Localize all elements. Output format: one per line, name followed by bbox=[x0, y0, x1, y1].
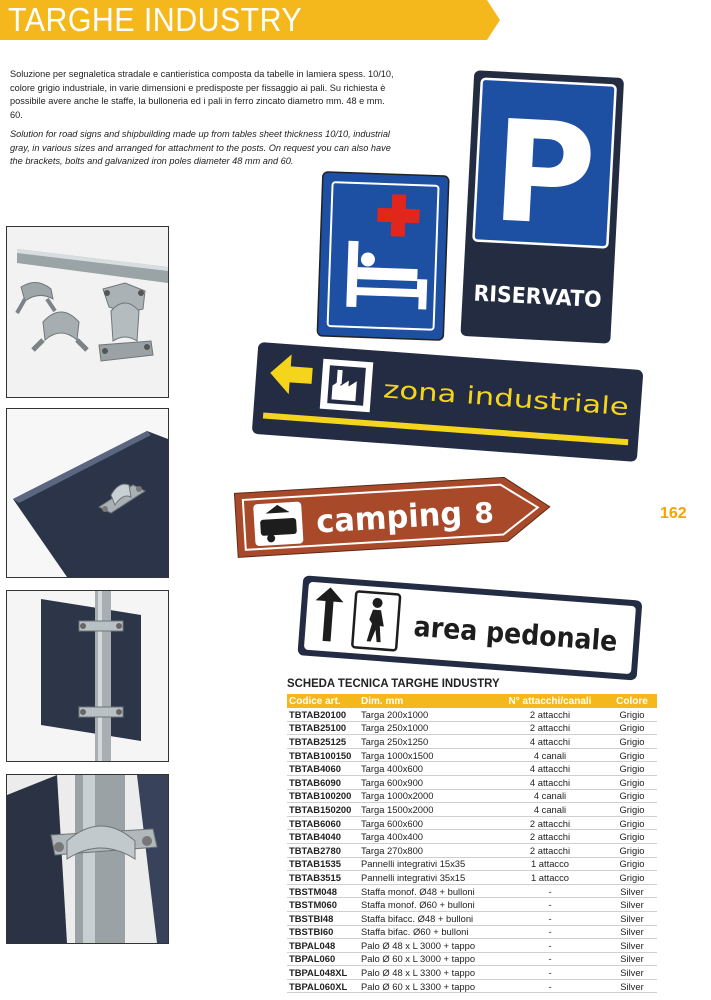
table-row bbox=[287, 952, 657, 966]
row-code: TBPAL048 bbox=[287, 939, 359, 953]
row-color: Grigio bbox=[607, 735, 657, 749]
row-attachments: - bbox=[493, 952, 607, 966]
row-color: Silver bbox=[607, 898, 657, 912]
row-dimension: Targa 250x1250 bbox=[359, 735, 493, 749]
row-color: Silver bbox=[607, 911, 657, 925]
row-dimension: Staffa bifac. Ø60 + bulloni bbox=[359, 925, 493, 939]
intro-italian: Soluzione per segnaletica stradale e cantieristica composta da tabelle in lamiera spess. 10/10, colore grigio industriale, in varie dimensioni e predisposte per fissaggio ai pali. Su richiesta è possibile avere anche le staffe, la bulloneria ed i pali in ferro zincato diametro mm. 48 e mm. 60. bbox=[10, 69, 394, 120]
photo-sign-back-bracket bbox=[6, 408, 169, 578]
row-attachments: 4 attacchi bbox=[493, 775, 607, 789]
row-dimension: Staffa monof. Ø48 + bulloni bbox=[359, 884, 493, 898]
parking-sign bbox=[463, 72, 623, 352]
table-row bbox=[287, 721, 657, 735]
camping-sign bbox=[232, 462, 556, 568]
row-attachments: - bbox=[493, 911, 607, 925]
page-number: 162 bbox=[660, 505, 687, 522]
row-code: TBSTM048 bbox=[287, 884, 359, 898]
table-row bbox=[287, 939, 657, 953]
row-dimension: Targa 1000x1500 bbox=[359, 748, 493, 762]
row-dimension: Staffa monof. Ø60 + bulloni bbox=[359, 898, 493, 912]
table-row bbox=[287, 871, 657, 885]
row-attachments: - bbox=[493, 884, 607, 898]
camping-text: camping bbox=[315, 493, 471, 541]
row-dimension: Targa 400x400 bbox=[359, 830, 493, 844]
row-color: Silver bbox=[607, 966, 657, 980]
spec-table bbox=[287, 694, 657, 993]
row-color: Silver bbox=[607, 979, 657, 993]
camping-distance: 8 bbox=[473, 496, 495, 531]
row-code: TBTAB3515 bbox=[287, 871, 359, 885]
row-dimension: Targa 600x900 bbox=[359, 775, 493, 789]
header-color: Colore bbox=[607, 694, 657, 708]
parking-text: RISERVATO bbox=[472, 281, 612, 314]
row-dimension: Pannelli integrativi 35x15 bbox=[359, 871, 493, 885]
row-attachments: 2 attacchi bbox=[493, 816, 607, 830]
row-dimension: Staffa bifacc. Ø48 + bulloni bbox=[359, 911, 493, 925]
row-color: Grigio bbox=[607, 871, 657, 885]
row-code: TBTAB4040 bbox=[287, 830, 359, 844]
row-attachments: - bbox=[493, 939, 607, 953]
header-dim: Dim. mm bbox=[359, 694, 493, 708]
row-dimension: Targa 600x600 bbox=[359, 816, 493, 830]
table-row bbox=[287, 775, 657, 789]
row-code: TBPAL048XL bbox=[287, 966, 359, 980]
table-row bbox=[287, 979, 657, 993]
row-attachments: 4 canali bbox=[493, 803, 607, 817]
row-attachments: 1 attacco bbox=[493, 857, 607, 871]
row-attachments: 2 attacchi bbox=[493, 830, 607, 844]
table-row bbox=[287, 843, 657, 857]
row-attachments: - bbox=[493, 898, 607, 912]
pedestrian-area-sign bbox=[296, 568, 646, 686]
row-color: Grigio bbox=[607, 803, 657, 817]
hospital-sign bbox=[318, 172, 452, 344]
table-row bbox=[287, 748, 657, 762]
row-color: Grigio bbox=[607, 708, 657, 721]
spec-title: SCHEDA TECNICA TARGHE INDUSTRY bbox=[287, 676, 500, 690]
row-code: TBSTBI48 bbox=[287, 911, 359, 925]
table-row bbox=[287, 830, 657, 844]
row-color: Grigio bbox=[607, 762, 657, 776]
row-color: Silver bbox=[607, 925, 657, 939]
row-code: TBTAB100150 bbox=[287, 748, 359, 762]
table-row bbox=[287, 708, 657, 721]
row-dimension: Targa 400x600 bbox=[359, 762, 493, 776]
photo-pole-brackets bbox=[6, 226, 169, 398]
row-color: Grigio bbox=[607, 857, 657, 871]
photo-bracket-closeup bbox=[6, 774, 169, 944]
row-dimension: Targa 200x1000 bbox=[359, 708, 493, 721]
row-dimension: Targa 250x1000 bbox=[359, 721, 493, 735]
row-code: TBTAB20100 bbox=[287, 708, 359, 721]
row-code: TBPAL060 bbox=[287, 952, 359, 966]
table-row bbox=[287, 803, 657, 817]
table-row bbox=[287, 911, 657, 925]
row-code: TBTAB100200 bbox=[287, 789, 359, 803]
row-color: Grigio bbox=[607, 775, 657, 789]
table-row bbox=[287, 816, 657, 830]
row-code: TBTAB2780 bbox=[287, 843, 359, 857]
row-color: Grigio bbox=[607, 816, 657, 830]
row-color: Silver bbox=[607, 952, 657, 966]
row-attachments: 1 attacco bbox=[493, 871, 607, 885]
table-row bbox=[287, 966, 657, 980]
table-row bbox=[287, 857, 657, 871]
row-code: TBTAB4060 bbox=[287, 762, 359, 776]
table-row bbox=[287, 789, 657, 803]
row-color: Grigio bbox=[607, 748, 657, 762]
row-code: TBTAB6090 bbox=[287, 775, 359, 789]
row-code: TBPAL060XL bbox=[287, 979, 359, 993]
industrial-zone-sign bbox=[252, 346, 644, 474]
row-color: Grigio bbox=[607, 789, 657, 803]
row-code: TBTAB1535 bbox=[287, 857, 359, 871]
row-attachments: 4 attacchi bbox=[493, 735, 607, 749]
row-attachments: 2 attacchi bbox=[493, 843, 607, 857]
row-code: TBSTBI60 bbox=[287, 925, 359, 939]
table-row bbox=[287, 735, 657, 749]
zone-text: zona industriale bbox=[382, 375, 576, 418]
header-code: Codice art. bbox=[287, 694, 359, 708]
row-code: TBTAB25100 bbox=[287, 721, 359, 735]
row-code: TBTAB25125 bbox=[287, 735, 359, 749]
row-attachments: - bbox=[493, 925, 607, 939]
table-row bbox=[287, 762, 657, 776]
table-row bbox=[287, 884, 657, 898]
row-dimension: Pannelli integrativi 15x35 bbox=[359, 857, 493, 871]
row-attachments: 4 canali bbox=[493, 748, 607, 762]
row-dimension: Palo Ø 48 x L 3000 + tappo bbox=[359, 939, 493, 953]
row-attachments: 4 canali bbox=[493, 789, 607, 803]
row-dimension: Targa 270x800 bbox=[359, 843, 493, 857]
row-attachments: 2 attacchi bbox=[493, 708, 607, 721]
row-color: Grigio bbox=[607, 721, 657, 735]
photo-sign-on-pole bbox=[6, 590, 169, 762]
spec-header-row bbox=[287, 694, 657, 708]
row-attachments: - bbox=[493, 966, 607, 980]
row-dimension: Palo Ø 48 x L 3300 + tappo bbox=[359, 966, 493, 980]
pedestrian-text: area pedonale bbox=[412, 609, 641, 660]
row-dimension: Palo Ø 60 x L 3000 + tappo bbox=[359, 952, 493, 966]
intro-english: Solution for road signs and shipbuilding made up from tables sheet thickness 10/10, industrial gray, in various sizes and arranged for attachment to the posts. On request you can also have the brackets, bolts and galvanized iron poles diameter 48 mm and 60. bbox=[10, 129, 391, 166]
row-dimension: Targa 1000x2000 bbox=[359, 789, 493, 803]
row-code: TBSTM060 bbox=[287, 898, 359, 912]
table-row bbox=[287, 925, 657, 939]
row-code: TBTAB6060 bbox=[287, 816, 359, 830]
row-dimension: Palo Ø 60 x L 3300 + tappo bbox=[359, 979, 493, 993]
row-color: Grigio bbox=[607, 830, 657, 844]
row-attachments: 2 attacchi bbox=[493, 721, 607, 735]
parking-letter: P bbox=[488, 90, 600, 259]
row-code: TBTAB150200 bbox=[287, 803, 359, 817]
row-dimension: Targa 1500x2000 bbox=[359, 803, 493, 817]
page-title: TARGHE INDUSTRY bbox=[8, 1, 303, 38]
row-color: Silver bbox=[607, 939, 657, 953]
header-att: N° attacchi/canali bbox=[493, 694, 607, 708]
row-attachments: 4 attacchi bbox=[493, 762, 607, 776]
table-row bbox=[287, 898, 657, 912]
row-color: Grigio bbox=[607, 843, 657, 857]
row-color: Silver bbox=[607, 884, 657, 898]
row-attachments: - bbox=[493, 979, 607, 993]
